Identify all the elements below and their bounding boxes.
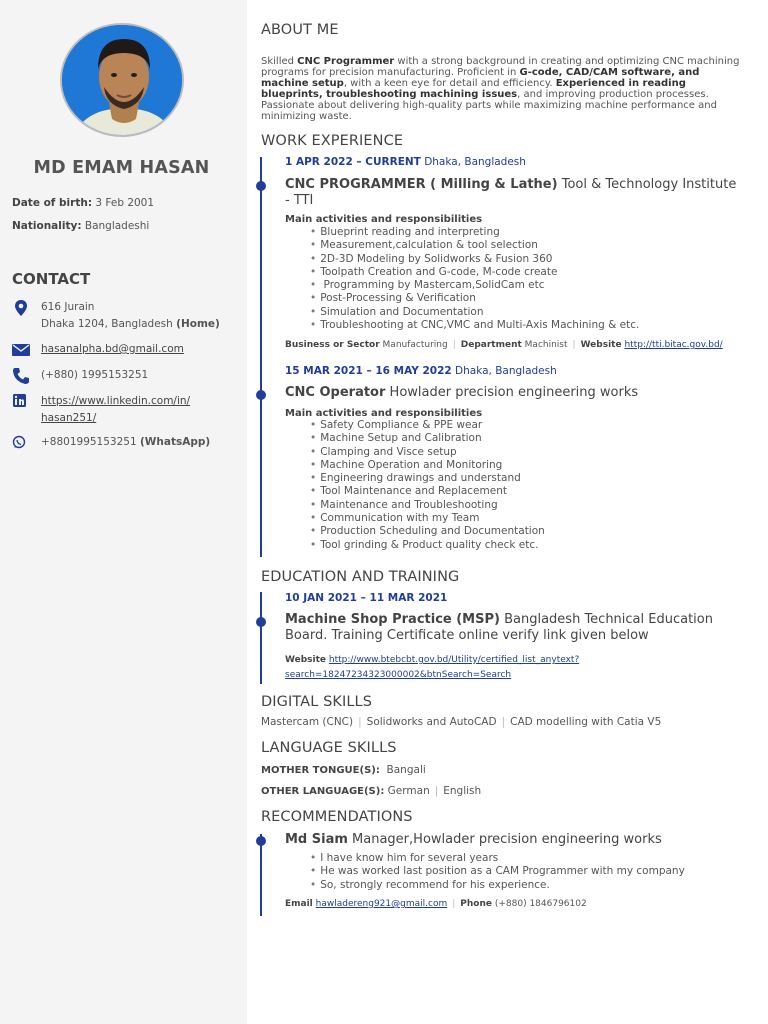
phone-contact: (+880) 1995153251	[12, 367, 242, 384]
list-item: • He was worked last position as a CAM Programmer with my company	[310, 865, 685, 878]
whatsapp-icon	[12, 435, 30, 451]
list-item: • Post-Processing & Verification	[310, 292, 639, 305]
job-title: CNC Operator Howlader precision engineering works	[285, 385, 639, 400]
recommender: Md Siam Manager,Howlader precision engineering works	[285, 832, 662, 847]
list-item: • Measurement,calculation & tool selection	[310, 239, 639, 252]
recommender-email-link[interactable]: hawladereng921@gmail.com	[315, 899, 448, 909]
list-item: • Engineering drawings and understand	[310, 472, 545, 485]
list-item: • Tool Maintenance and Replacement	[310, 485, 545, 498]
linkedin-contact[interactable]	[12, 393, 242, 427]
education-heading: EDUCATION AND TRAINING	[261, 569, 460, 585]
contact-heading: CONTACT	[12, 270, 91, 288]
timeline-dot	[256, 836, 266, 846]
list-item: • Machine Setup and Calibration	[310, 432, 545, 445]
list-item: • I have know him for several years	[310, 852, 685, 865]
job-responsibilities	[310, 419, 545, 552]
list-item: • Safety Compliance & PPE wear	[310, 419, 545, 432]
work-heading: WORK EXPERIENCE	[261, 133, 404, 149]
phone-icon	[12, 368, 30, 384]
job-date: 1 APR 2022 – CURRENT Dhaka, Bangladesh	[285, 156, 526, 168]
timeline-dot	[256, 390, 266, 400]
job-meta: Business or Sector Manufacturing | Department Machinist | Website http://tti.bitac.gov.bd/	[285, 340, 723, 350]
timeline-dot	[256, 617, 266, 627]
recommend-timeline-line	[260, 834, 262, 916]
list-item: • Troubleshooting at CNC,VMC and Multi-Axis Machining & etc.	[310, 319, 639, 332]
email-icon	[12, 342, 30, 358]
address: 616 Jurain Dhaka 1204, Bangladesh (Home)	[12, 299, 242, 333]
email-link[interactable]: hasanalpha.bd@gmail.com	[41, 343, 184, 355]
job-subheading: Main activities and responsibilities	[285, 214, 483, 225]
recommendations-heading: RECOMMENDATIONS	[261, 809, 413, 825]
sidebar	[0, 0, 247, 1024]
mother-tongue: MOTHER TONGUE(S): Bangali	[261, 764, 426, 776]
timeline-dot	[256, 181, 266, 191]
list-item: • Simulation and Documentation	[310, 306, 639, 319]
profile-photo	[60, 23, 184, 137]
list-item: • Maintenance and Troubleshooting	[310, 499, 545, 512]
education-date: 10 JAN 2021 – 11 MAR 2021	[285, 592, 448, 604]
whatsapp-contact: +8801995153251 (WhatsApp)	[12, 434, 242, 451]
skill-item: CAD modelling with Catia V5	[510, 716, 662, 728]
job-title: CNC PROGRAMMER ( Milling & Lathe) Tool & Technology Institute - TTI	[285, 177, 737, 208]
education-meta: Website http://www.btebcbt.gov.bd/Utility/certified_list_anytext? search=18247234323000002&btnSearch=Search	[285, 655, 580, 680]
list-item: • 2D-3D Modeling by Solidworks & Fusion 360	[310, 253, 639, 266]
linkedin-icon	[12, 394, 30, 410]
skill-item: Mastercam (CNC)	[261, 716, 354, 728]
person-name: MD EMAM HASAN	[33, 158, 210, 178]
skill-item: Solidworks and AutoCAD	[366, 716, 497, 728]
other-languages: OTHER LANGUAGE(S): German | English	[261, 785, 482, 797]
website-link[interactable]: http://tti.bitac.gov.bd/	[624, 340, 723, 350]
date-of-birth: Date of birth: 3 Feb 2001	[12, 197, 155, 209]
about-text: Skilled CNC Programmer with a strong background in creating and optimizing CNC machining programs for precision manufacturing. Proficient in G-code, CAD/CAM software, and machine setup, with a keen eye for detail and efficiency. Experienced in reading blueprints, troubleshooting machining issues, and improving production processes. Passionate about delivering high-quality parts while maximizing machine performance and minimizing waste.	[261, 56, 740, 122]
list-item: • Tool grinding & Product quality check etc.	[310, 539, 545, 552]
list-item: • Machine Operation and Monitoring	[310, 459, 545, 472]
digital-skills-list: Mastercam (CNC) | Solidworks and AutoCAD | CAD modelling with Catia V5	[261, 716, 662, 728]
list-item: • Communication with my Team	[310, 512, 545, 525]
nationality: Nationality: Bangladeshi	[12, 220, 150, 232]
about-heading: ABOUT ME	[261, 22, 339, 38]
recommend-list	[310, 852, 685, 892]
education-timeline-line	[260, 592, 262, 684]
certificate-link[interactable]: http://www.btebcbt.gov.bd/Utility/certified_list_anytext? search=18247234323000002&btnSearch=Search	[285, 655, 580, 680]
list-item: • Toolpath Creation and G-code, M-code create	[310, 266, 639, 279]
list-item: • Clamping and Visce setup	[310, 446, 545, 459]
job-responsibilities	[310, 226, 639, 332]
digital-skills-heading: DIGITAL SKILLS	[261, 694, 373, 710]
job-subheading: Main activities and responsibilities	[285, 408, 483, 419]
email-contact[interactable]	[12, 341, 242, 358]
work-timeline-line	[260, 157, 262, 557]
education-title: Machine Shop Practice (MSP) Bangladesh Technical Education Board. Training Certificate online verify link given below	[285, 612, 713, 643]
job-date: 15 MAR 2021 – 16 MAY 2022 Dhaka, Bangladesh	[285, 365, 557, 377]
linkedin-link[interactable]: https://www.linkedin.com/in/ hasan251/	[41, 395, 191, 424]
list-item: • Production Scheduling and Documentation	[310, 525, 545, 538]
list-item: • So, strongly recommend for his experience.	[310, 879, 685, 892]
list-item: • Programming by Mastercam,SolidCam etc	[310, 279, 639, 292]
list-item: • Blueprint reading and interpreting	[310, 226, 639, 239]
recommend-contact: Email hawladereng921@gmail.com | Phone (+880) 1846796102	[285, 899, 587, 909]
language-skills-heading: LANGUAGE SKILLS	[261, 740, 397, 756]
location-pin-icon	[12, 300, 30, 316]
